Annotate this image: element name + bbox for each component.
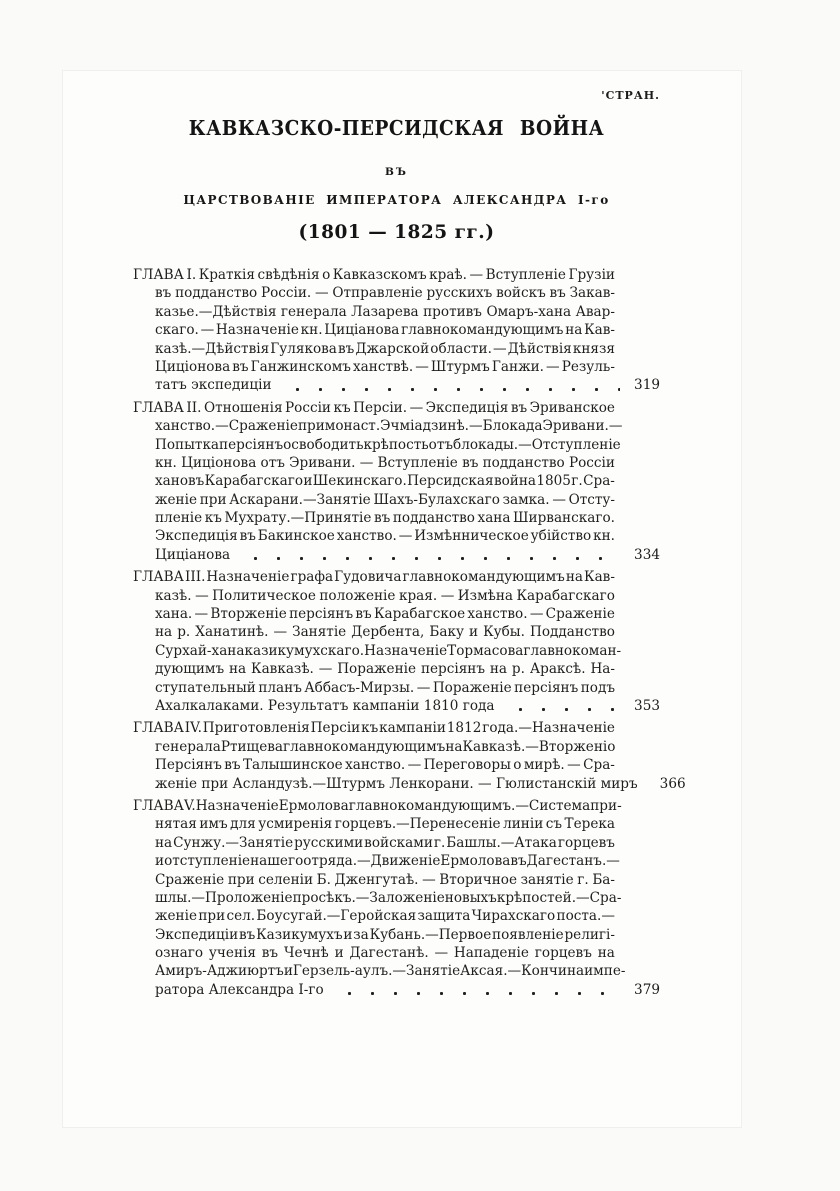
toc-line: ГЛАВА IV. Приготовленія Персіи къ кампаніи 1812 года.—Назначеніе: [133, 720, 615, 737]
page-content: [133, 71, 686, 1003]
dot-leader: [238, 546, 620, 564]
toc-line: въ подданство Россіи. — Отправленіе русскихъ войскъ въ Закав-: [155, 285, 615, 302]
toc-chapter: [133, 568, 660, 715]
toc-line: казѣ. — Политическое положеніе края. — Измѣна Карабагскаго: [155, 587, 615, 604]
toc-line: и отступленіе нашего отряда.—Движеніе Ермолова въ Дагестанъ.—: [155, 853, 620, 870]
toc-line: женіе при Аскарани.—Занятіе Шахъ-Булахскаго замка. — Отсту-: [155, 491, 615, 508]
toc-page-number: 366: [659, 775, 686, 792]
scanned-book-page: [62, 70, 742, 1128]
toc-line: казѣ.—Дѣйствія Гулякова въ Джарской области. — Дѣйствія князя: [155, 340, 615, 357]
toc-chapter: [133, 797, 660, 999]
toc-line: ознаго ученія въ Чечнѣ и Дагестанѣ. — Нападеніе горцевъ на: [155, 945, 615, 962]
toc-line: [133, 775, 686, 793]
toc-line: на р. Ханатинѣ. — Занятіе Дербента, Баку и Кубы. Подданство: [155, 624, 615, 641]
toc-line: Амиръ-Аджиюртъ и Герзель-аулъ.—Занятіе Аксая.—Кончина импе-: [155, 963, 626, 980]
toc-line: хановъ Карабагскаго и Шекинскаго. Персидская война 1805 г. Сра-: [155, 473, 615, 490]
toc-page-number: 334: [634, 546, 660, 563]
toc-line: [133, 376, 660, 394]
subtitle: ЦАРСТВОВАНІЕ ИМПЕРАТОРА АЛЕКСАНДРА I-го: [183, 193, 610, 207]
toc-line: генерала Ртищева главнокомандующимъ на Кавказѣ. — Вторженіо: [155, 738, 616, 755]
date-range: (1801 — 1825 гг.): [298, 222, 495, 243]
book-title: КАВКАЗСКО-ПЕРСИДСКАЯ ВОЙНА: [188, 117, 605, 141]
toc-page-number: 319: [634, 377, 660, 394]
toc-line: хана. — Вторженіе персіянъ въ Карабагское ханство. — Сраженіе: [155, 606, 615, 623]
toc-line: кн. Циціонова отъ Эривани. — Вступленіе въ подданство Россіи: [155, 454, 615, 471]
toc-line: шлы.—Проложеніе просѣкъ.—Заложеніе новыхъ крѣпостей.—Сра-: [155, 889, 622, 906]
toc-line: ГЛАВА III. Назначеніе графа Гудовича главнокомандующимъ на Кав-: [133, 569, 615, 586]
toc-line: дующимъ на Кавказѣ. — Пораженіе персіянъ на р. Араксѣ. На-: [155, 661, 615, 678]
page-column-header: 'СТРАН.: [601, 89, 660, 102]
toc-chapter: [133, 719, 686, 793]
toc-line: [133, 981, 660, 999]
toc-line-text: ратора Александра I-го: [155, 981, 324, 998]
toc-line: скаго. — Назначеніе кн. Циціанова главнокомандующимъ на Кав-: [155, 322, 615, 339]
toc-line: ГЛАВА II. Отношенія Россіи къ Персіи. — Экспедиція въ Эриванское: [133, 399, 615, 416]
toc-line: казье.—Дѣйствія генерала Лазарева противъ Омаръ-хана Авар-: [155, 303, 615, 320]
toc-line-text: Ахалкалаками. Результатъ кампаніи 1810 года: [155, 697, 495, 714]
dot-leader: [280, 376, 620, 394]
toc-line-text: татъ экспедиціи: [155, 377, 272, 394]
toc-line: Попытка персіянъ освободить крѣпость отъ блокады.—Отступленіе: [155, 436, 621, 453]
toc-line: на Сунжу.—Занятіе русскими войсками г. Башлы.—Атака горцевъ: [155, 834, 615, 851]
toc-line: пленіе къ Мухрату.—Принятіе въ подданство хана Ширванскаго.: [155, 510, 615, 527]
dot-leader: [503, 697, 621, 715]
toc-line: ханство.—Сраженіе при монаст. Эчміадзинѣ.—Блокада Эривани.—: [155, 418, 623, 435]
toc-line: Циціонова въ Ганжинскомъ ханствѣ. — Штурмъ Ганжи. — Резуль-: [155, 358, 615, 375]
toc-line: Персіянъ въ Талышинское ханство. — Переговоры о мирѣ. — Сра-: [155, 757, 615, 774]
toc-page-number: 353: [634, 697, 660, 714]
toc-line: [133, 697, 660, 715]
toc-line-text: женіе при Асландузѣ.—Штурмъ Ленкорани. — Гюлистанскій миръ: [155, 775, 638, 792]
toc-page-number: 379: [634, 981, 660, 998]
toc-line-text: Циціанова: [155, 546, 231, 563]
toc-line: Сурхай-хана казикумухскаго. Назначеніе Тормасова главнокоман-: [155, 642, 622, 659]
subtitle-connector: ВЪ: [385, 166, 408, 178]
toc-line: Сраженіе при селеніи Б. Дженгутаѣ. — Вторичное занятіе г. Ба-: [155, 871, 615, 888]
dot-leader: [332, 981, 620, 999]
toc-line: ГЛАВА V. Назначеніе Ермолова главнокомандующимъ. — Система при-: [133, 797, 622, 814]
toc-line: ступательный планъ Аббасъ-Мирзы. — Пораженіе персіянъ подъ: [155, 679, 615, 696]
toc-line: [133, 546, 660, 564]
toc-line: ГЛАВА I. Краткія свѣдѣнія о Кавказскомъ краѣ. — Вступленіе Грузіи: [133, 267, 615, 283]
toc-line: женіе при сел. Боусугай.—Геройская защита Чирахскаго поста.—: [155, 908, 615, 925]
toc: [133, 266, 686, 999]
toc-line: Экспедиція въ Бакинское ханство. — Измѣнническое убійство кн.: [155, 528, 615, 545]
toc-line: нятая имъ для усмиренія горцевъ.—Перенесеніе линіи съ Терека: [155, 816, 615, 833]
toc-chapter: [133, 266, 660, 395]
toc-chapter: [133, 399, 660, 565]
toc-line: Экспедиціи въ Казикумухъ и за Кубань.—Первое появленіе религі-: [155, 926, 615, 943]
